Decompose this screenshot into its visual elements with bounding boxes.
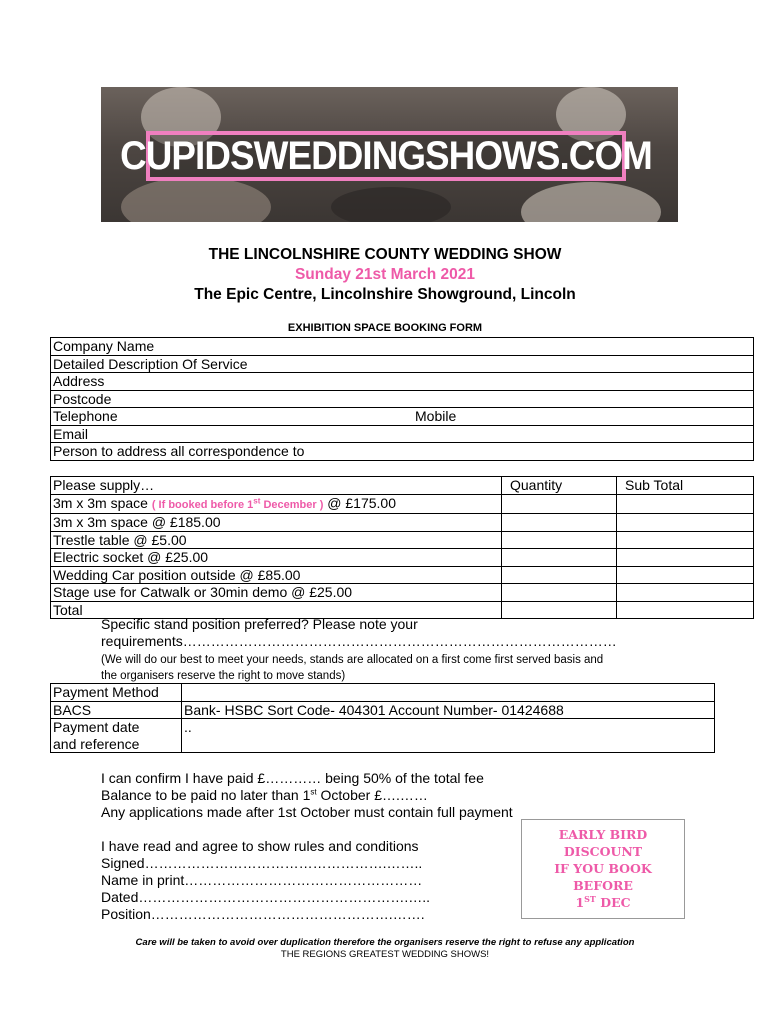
table-row: [51, 701, 715, 719]
banner-photo-shape: [331, 187, 451, 222]
total-quantity-cell[interactable]: [502, 601, 617, 619]
payment-method-cell[interactable]: [182, 684, 715, 702]
item-label: 3m x 3m space @ £185.00: [51, 514, 502, 532]
quantity-cell[interactable]: [502, 584, 617, 602]
item-label: Stage use for Catwalk or 30min demo @ £25.00: [51, 584, 502, 602]
quantity-cell[interactable]: [502, 514, 617, 532]
banner-image: [101, 87, 678, 222]
table-header-row: [51, 477, 754, 495]
item-label: [51, 494, 502, 514]
early-bird-discount-box: [521, 819, 685, 919]
subtotal-cell[interactable]: [617, 566, 754, 584]
payment-date-field[interactable]: ..: [182, 719, 715, 753]
supply-table: [50, 476, 754, 619]
early-bird-line: BEFORE: [573, 878, 633, 893]
payment-method-label: Payment Method: [51, 684, 182, 702]
paid-confirmation[interactable]: I can confirm I have paid £………… being 50% of the total fee: [101, 770, 484, 786]
subtotal-cell[interactable]: [617, 531, 754, 549]
stand-question: Specific stand position preferred? Please note your: [101, 616, 418, 632]
agree-statement: I have read and agree to show rules and conditions: [101, 838, 419, 854]
table-row: [51, 443, 754, 461]
mobile-field[interactable]: Mobile: [413, 408, 754, 426]
table-row: [51, 719, 715, 753]
show-title: THE LINCOLNSHIRE COUNTY WEDDING SHOW: [208, 246, 562, 263]
description-field[interactable]: Detailed Description Of Service: [51, 355, 754, 373]
quantity-header: Quantity: [502, 477, 617, 495]
banner-photo-shape: [121, 177, 271, 222]
quantity-cell[interactable]: [502, 549, 617, 567]
early-bird-line: EARLY BIRD: [558, 827, 648, 842]
total-label: Total: [51, 601, 502, 619]
form-title: EXHIBITION SPACE BOOKING FORM: [287, 322, 483, 334]
bank-details: Bank- HSBC Sort Code- 404301 Account Number- 01424688: [182, 701, 715, 719]
subtotal-cell[interactable]: [617, 549, 754, 567]
subtotal-cell[interactable]: [617, 584, 754, 602]
name-in-print-field[interactable]: Name in print……………………………………………: [101, 872, 423, 888]
position-field[interactable]: Position…………………………………………….…….: [101, 906, 425, 922]
correspondence-person-field[interactable]: Person to address all correspondence to: [51, 443, 754, 461]
late-applications-note: Any applications made after 1st October must contain full payment: [101, 804, 513, 820]
signed-field[interactable]: Signed…………………………………………….……..: [101, 855, 423, 871]
table-row: [51, 355, 754, 373]
payment-table: [50, 683, 715, 753]
dated-field[interactable]: Dated………………………………………………….…..: [101, 889, 431, 905]
balance-line[interactable]: Balance to be paid no later than 1st October £….……: [101, 787, 428, 803]
footer-disclaimer: Care will be taken to avoid over duplication therefore the organisers reserve the right to refuse any application: [135, 937, 635, 948]
bacs-label: BACS: [51, 701, 182, 719]
item-label: Electric socket @ £25.00: [51, 549, 502, 567]
early-bird-line: IF YOU BOOK: [554, 861, 652, 876]
company-name-field[interactable]: Company Name: [51, 338, 754, 356]
stand-note: (We will do our best to meet your needs, stands are allocated on a first come first served basis and: [101, 654, 604, 666]
table-row: [51, 584, 754, 602]
show-date: Sunday 21st March 2021: [294, 266, 476, 283]
table-row: [51, 531, 754, 549]
table-row: [51, 684, 715, 702]
payment-date-label: Payment date and reference: [51, 719, 182, 753]
item-label: Trestle table @ £5.00: [51, 531, 502, 549]
item-name: 3m x 3m space: [53, 494, 148, 511]
telephone-field[interactable]: Telephone: [51, 408, 414, 426]
please-supply-header: Please supply…: [51, 477, 502, 495]
total-cell[interactable]: [617, 601, 754, 619]
footer-tagline: THE REGIONS GREATEST WEDDING SHOWS!: [280, 949, 490, 960]
quantity-cell[interactable]: [502, 531, 617, 549]
postcode-field[interactable]: Postcode: [51, 390, 754, 408]
table-row: [51, 338, 754, 356]
address-field[interactable]: Address: [51, 373, 754, 391]
table-row: [51, 566, 754, 584]
show-venue: The Epic Centre, Lincolnshire Showground, Lincoln: [194, 286, 576, 303]
subtotal-cell[interactable]: [617, 514, 754, 532]
table-row: [51, 425, 754, 443]
item-label: Wedding Car position outside @ £85.00: [51, 566, 502, 584]
logo-text: CUPIDSWEDDINGSHOWS.COM: [120, 133, 652, 178]
stand-requirements-field[interactable]: requirements…………………………………………………………………………………: [101, 633, 617, 649]
early-bird-line: 1ST DEC: [575, 893, 631, 910]
table-row: [51, 549, 754, 567]
quantity-cell[interactable]: [502, 494, 617, 514]
contact-details-table: [50, 337, 754, 461]
table-row: [51, 408, 754, 426]
subtotal-header: Sub Total: [617, 477, 754, 495]
logo: [120, 131, 652, 181]
table-row: [51, 390, 754, 408]
stand-note: the organisers reserve the right to move stands): [101, 670, 346, 682]
table-row: [51, 494, 754, 514]
early-booking-note: ( If booked before 1st December ): [151, 495, 324, 511]
table-row: [51, 373, 754, 391]
table-row: [51, 514, 754, 532]
email-field[interactable]: Email: [51, 425, 754, 443]
early-bird-line: DISCOUNT: [563, 844, 643, 859]
subtotal-cell[interactable]: [617, 494, 754, 514]
banner-photo-shape: [521, 182, 661, 222]
item-price: @ £175.00: [327, 494, 397, 511]
quantity-cell[interactable]: [502, 566, 617, 584]
